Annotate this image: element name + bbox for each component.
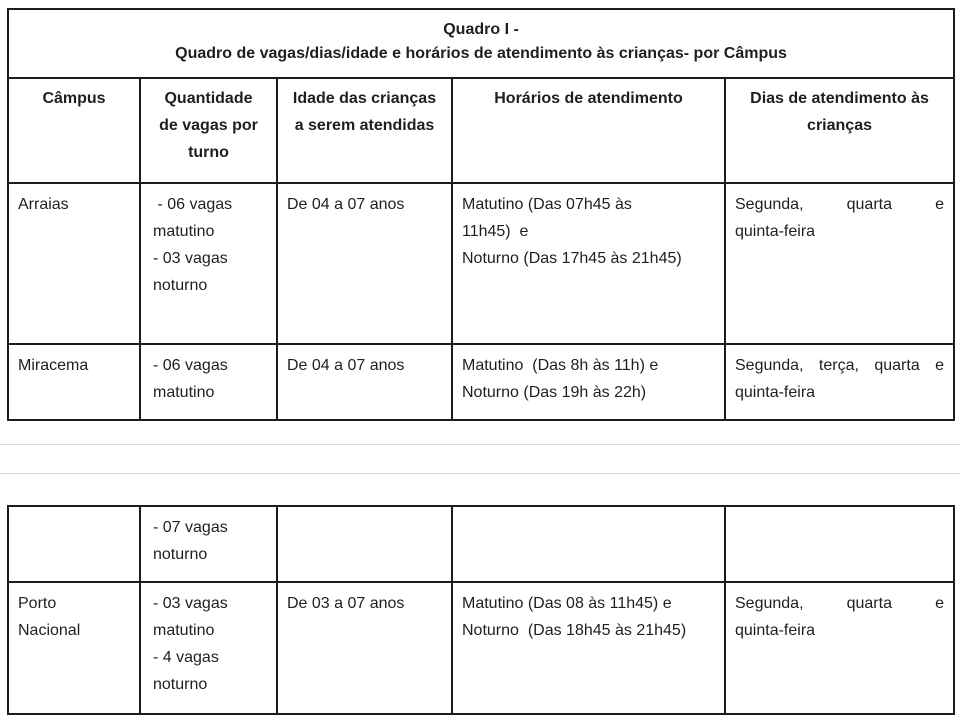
- header-vagas: Quantidade de vagas por turno: [140, 78, 277, 183]
- cell-campus: [8, 506, 140, 582]
- vagas-table-part-1: [7, 8, 955, 421]
- cell-vagas: - 07 vagas noturno: [140, 506, 277, 582]
- cell-dias: [725, 506, 954, 582]
- cell-idade: De 04 a 07 anos: [277, 183, 452, 344]
- cell-dias: Segunda, quarta e quinta-feira: [725, 183, 954, 344]
- cell-idade: De 03 a 07 anos: [277, 582, 452, 714]
- cell-horarios: Matutino (Das 8h às 11h) e Noturno (Das 19h às 22h): [452, 344, 725, 420]
- header-horarios: Horários de atendimento: [452, 78, 725, 183]
- cell-campus: Porto Nacional: [8, 582, 140, 714]
- header-idade: Idade das crianças a serem atendidas: [277, 78, 452, 183]
- cell-campus: Miracema: [8, 344, 140, 420]
- header-campus: Câmpus: [8, 78, 140, 183]
- cell-dias: Segunda, quarta e quinta-feira: [725, 582, 954, 714]
- vagas-table-part-2: [7, 505, 955, 715]
- cell-vagas: - 03 vagas matutino - 4 vagas noturno: [140, 582, 277, 714]
- table-title-row: [8, 9, 954, 78]
- cell-idade: [277, 506, 452, 582]
- header-dias: Dias de atendimento às crianças: [725, 78, 954, 183]
- cell-vagas: - 06 vagas matutino - 03 vagas noturno: [140, 183, 277, 344]
- page-break-gap: [0, 444, 960, 474]
- cell-campus: Arraias: [8, 183, 140, 344]
- table-row-porto-nacional: [8, 582, 954, 714]
- table-header-row: [8, 78, 954, 183]
- cell-horarios: [452, 506, 725, 582]
- table-title-line-2: Quadro de vagas/dias/idade e horários de atendimento às crianças- por Câmpus: [175, 45, 787, 62]
- cell-dias: Segunda, terça, quarta e quinta-feira: [725, 344, 954, 420]
- cell-horarios: Matutino (Das 07h45 às 11h45) e Noturno (Das 17h45 às 21h45): [452, 183, 725, 344]
- cell-idade: De 04 a 07 anos: [277, 344, 452, 420]
- table-row-arraias: [8, 183, 954, 344]
- cell-horarios: Matutino (Das 08 às 11h45) e Noturno (Das 18h45 às 21h45): [452, 582, 725, 714]
- cell-vagas: - 06 vagas matutino: [140, 344, 277, 420]
- table-title-line-1: Quadro I -: [443, 21, 519, 38]
- table-row-continued: [8, 506, 954, 582]
- table-title: [8, 9, 954, 78]
- table-row-miracema: [8, 344, 954, 420]
